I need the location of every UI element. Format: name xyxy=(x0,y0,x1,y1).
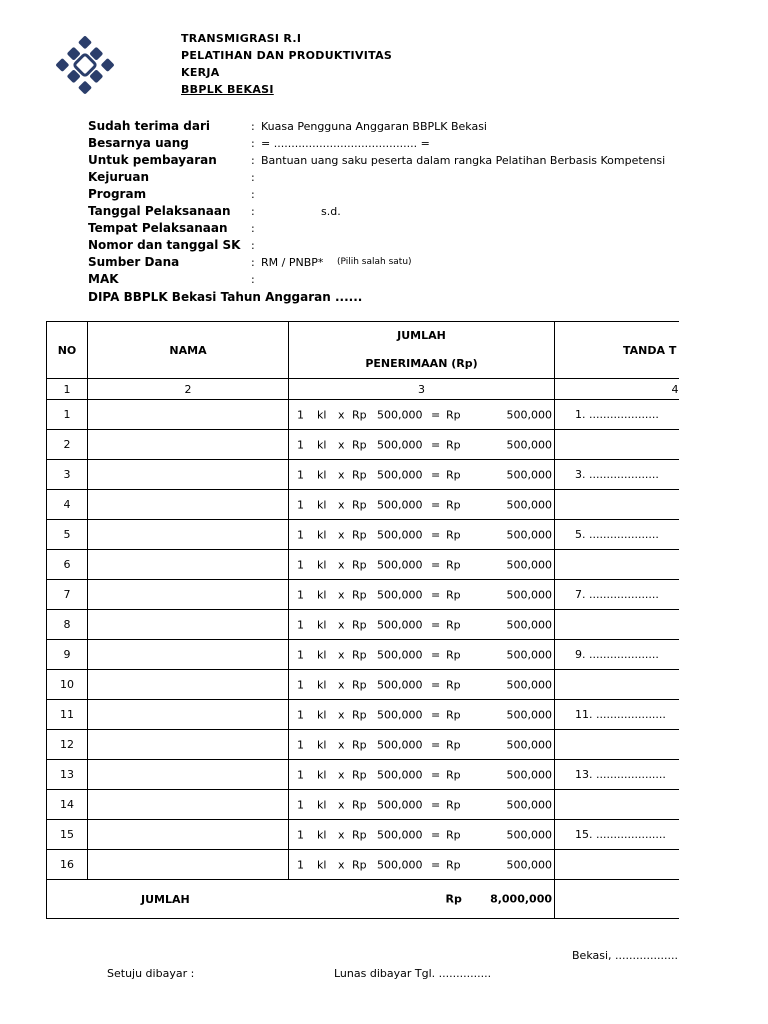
row-no: 6 xyxy=(47,550,88,580)
calc-amount: 500,000 xyxy=(506,618,552,631)
table-row xyxy=(47,520,679,550)
field-value: s.d. xyxy=(321,205,341,218)
row-ttd xyxy=(555,670,679,700)
page-crop xyxy=(680,300,768,1024)
row-no: 16 xyxy=(47,850,88,880)
calc-qty: 1 xyxy=(297,438,304,451)
row-jumlah xyxy=(289,760,555,790)
col-jumlah-header xyxy=(289,322,555,379)
calc-unit: kl xyxy=(317,678,327,691)
row-nama xyxy=(88,550,289,580)
calc-rate: 500,000 xyxy=(377,558,423,571)
row-ttd: 3. .................... xyxy=(555,460,679,490)
calc-rp2: Rp xyxy=(446,858,461,871)
total-amount: 8,000,000 xyxy=(490,892,552,906)
calc-unit: kl xyxy=(317,588,327,601)
calc-eq: = xyxy=(431,768,441,781)
calc-eq: = xyxy=(431,468,441,481)
calc-unit: kl xyxy=(317,558,327,571)
calc-amount: 500,000 xyxy=(506,858,552,871)
calc-rp: Rp xyxy=(352,798,367,811)
calc-amount: 500,000 xyxy=(506,708,552,721)
calc-x: x xyxy=(338,558,345,571)
row-ttd: 5. .................... xyxy=(555,520,679,550)
row-nama xyxy=(88,670,289,700)
calc-rp: Rp xyxy=(352,768,367,781)
calc-rate: 500,000 xyxy=(377,408,423,421)
calc-amount: 500,000 xyxy=(506,408,552,421)
calc-rp: Rp xyxy=(352,558,367,571)
row-jumlah xyxy=(289,790,555,820)
calc-rp: Rp xyxy=(352,678,367,691)
field-label: Tanggal Pelaksanaan xyxy=(88,204,231,218)
calc-qty: 1 xyxy=(297,618,304,631)
sumber-note: (Pilih salah satu) xyxy=(337,257,412,267)
field-colon: : xyxy=(251,137,255,150)
calc-qty: 1 xyxy=(297,588,304,601)
row-ttd xyxy=(555,850,679,880)
row-nama xyxy=(88,460,289,490)
field-colon: : xyxy=(251,154,255,167)
calc-qty: 1 xyxy=(297,558,304,571)
calc-amount: 500,000 xyxy=(506,468,552,481)
calc-rp2: Rp xyxy=(446,528,461,541)
calc-rate: 500,000 xyxy=(377,678,423,691)
calc-x: x xyxy=(338,468,345,481)
table-row xyxy=(47,640,679,670)
calc-eq: = xyxy=(431,858,441,871)
calc-qty: 1 xyxy=(297,498,304,511)
row-jumlah xyxy=(289,400,555,430)
row-no: 7 xyxy=(47,580,88,610)
calc-rp2: Rp xyxy=(446,738,461,751)
row-ttd: 9. .................... xyxy=(555,640,679,670)
calc-rp: Rp xyxy=(352,498,367,511)
calc-x: x xyxy=(338,618,345,631)
calc-unit: kl xyxy=(317,618,327,631)
calc-rp2: Rp xyxy=(446,558,461,571)
approve-label: Setuju dibayar : xyxy=(107,967,195,980)
calc-eq: = xyxy=(431,648,441,661)
field-value: Kuasa Pengguna Anggaran BBPLK Bekasi xyxy=(261,120,487,133)
calc-x: x xyxy=(338,768,345,781)
index-cell: 2 xyxy=(88,379,289,400)
calc-x: x xyxy=(338,708,345,721)
calc-rate: 500,000 xyxy=(377,588,423,601)
row-ttd xyxy=(555,550,679,580)
row-jumlah xyxy=(289,700,555,730)
calc-rp2: Rp xyxy=(446,588,461,601)
calc-amount: 500,000 xyxy=(506,768,552,781)
calc-eq: = xyxy=(431,588,441,601)
calc-x: x xyxy=(338,648,345,661)
table-row xyxy=(47,790,679,820)
row-no: 13 xyxy=(47,760,88,790)
calc-rate: 500,000 xyxy=(377,798,423,811)
field-colon: : xyxy=(251,188,255,201)
calc-qty: 1 xyxy=(297,798,304,811)
row-jumlah xyxy=(289,430,555,460)
calc-rp2: Rp xyxy=(446,798,461,811)
field-label: MAK xyxy=(88,272,119,286)
calc-qty: 1 xyxy=(297,768,304,781)
row-no: 12 xyxy=(47,730,88,760)
calc-rp: Rp xyxy=(352,528,367,541)
row-no: 10 xyxy=(47,670,88,700)
calc-eq: = xyxy=(431,708,441,721)
header-line-4: BBPLK BEKASI xyxy=(181,83,274,96)
row-jumlah xyxy=(289,640,555,670)
index-cell: 4 xyxy=(555,379,679,400)
calc-rate: 500,000 xyxy=(377,618,423,631)
row-nama xyxy=(88,700,289,730)
row-no: 2 xyxy=(47,430,88,460)
table-row xyxy=(47,490,679,520)
col-no-header: NO xyxy=(47,322,88,379)
col-nama-header: NAMA xyxy=(88,322,289,379)
calc-x: x xyxy=(338,498,345,511)
calc-amount: 500,000 xyxy=(506,678,552,691)
row-ttd xyxy=(555,430,679,460)
calc-unit: kl xyxy=(317,648,327,661)
calc-eq: = xyxy=(431,528,441,541)
index-cell: 1 xyxy=(47,379,88,400)
col-jumlah-header-1: JUMLAH xyxy=(397,329,446,342)
calc-x: x xyxy=(338,678,345,691)
paid-label: Lunas dibayar Tgl. ............... xyxy=(334,967,492,980)
calc-qty: 1 xyxy=(297,858,304,871)
row-nama xyxy=(88,580,289,610)
row-no: 11 xyxy=(47,700,88,730)
row-nama xyxy=(88,820,289,850)
table-row xyxy=(47,550,679,580)
calc-qty: 1 xyxy=(297,648,304,661)
total-ttd xyxy=(555,880,679,919)
calc-unit: kl xyxy=(317,498,327,511)
calc-eq: = xyxy=(431,738,441,751)
calc-eq: = xyxy=(431,828,441,841)
calc-rp: Rp xyxy=(352,618,367,631)
calc-rate: 500,000 xyxy=(377,498,423,511)
row-no: 5 xyxy=(47,520,88,550)
row-nama xyxy=(88,790,289,820)
row-no: 14 xyxy=(47,790,88,820)
table-row xyxy=(47,610,679,640)
calc-amount: 500,000 xyxy=(506,798,552,811)
calc-eq: = xyxy=(431,618,441,631)
row-ttd xyxy=(555,610,679,640)
calc-amount: 500,000 xyxy=(506,498,552,511)
calc-rate: 500,000 xyxy=(377,738,423,751)
calc-rate: 500,000 xyxy=(377,438,423,451)
row-no: 9 xyxy=(47,640,88,670)
row-ttd: 13. .................... xyxy=(555,760,679,790)
calc-x: x xyxy=(338,588,345,601)
calc-rp: Rp xyxy=(352,588,367,601)
calc-unit: kl xyxy=(317,468,327,481)
row-no: 1 xyxy=(47,400,88,430)
calc-amount: 500,000 xyxy=(506,828,552,841)
calc-rp: Rp xyxy=(352,468,367,481)
calc-rp2: Rp xyxy=(446,708,461,721)
row-no: 4 xyxy=(47,490,88,520)
col-jumlah-header-2: PENERIMAAN (Rp) xyxy=(365,357,478,370)
row-nama xyxy=(88,730,289,760)
row-no: 15 xyxy=(47,820,88,850)
calc-unit: kl xyxy=(317,408,327,421)
row-nama xyxy=(88,850,289,880)
calc-rp2: Rp xyxy=(446,828,461,841)
field-label: Nomor dan tanggal SK xyxy=(88,238,241,252)
row-jumlah xyxy=(289,820,555,850)
calc-eq: = xyxy=(431,498,441,511)
calc-unit: kl xyxy=(317,858,327,871)
row-jumlah xyxy=(289,580,555,610)
calc-rate: 500,000 xyxy=(377,528,423,541)
field-colon: : xyxy=(251,239,255,252)
calc-rate: 500,000 xyxy=(377,648,423,661)
field-label: Kejuruan xyxy=(88,170,149,184)
field-value: RM / PNBP* xyxy=(261,256,324,269)
calc-qty: 1 xyxy=(297,528,304,541)
calc-rate: 500,000 xyxy=(377,468,423,481)
table-row xyxy=(47,430,679,460)
calc-rp: Rp xyxy=(352,708,367,721)
row-nama xyxy=(88,520,289,550)
field-colon: : xyxy=(251,171,255,184)
field-value: = ......................................... = xyxy=(261,137,430,150)
row-jumlah xyxy=(289,730,555,760)
calc-eq: = xyxy=(431,798,441,811)
field-value: Bantuan uang saku peserta dalam rangka Pelatihan Berbasis Kompetensi xyxy=(261,154,666,167)
calc-rp: Rp xyxy=(352,408,367,421)
calc-rp2: Rp xyxy=(446,648,461,661)
field-label: Tempat Pelaksanaan xyxy=(88,221,228,235)
row-nama xyxy=(88,760,289,790)
field-label: Untuk pembayaran xyxy=(88,153,217,167)
field-label: Sumber Dana xyxy=(88,255,180,269)
calc-rp2: Rp xyxy=(446,678,461,691)
calc-unit: kl xyxy=(317,798,327,811)
calc-x: x xyxy=(338,828,345,841)
row-ttd xyxy=(555,730,679,760)
field-label: Program xyxy=(88,187,147,201)
field-colon: : xyxy=(251,205,255,218)
field-colon: : xyxy=(251,120,255,133)
table-row xyxy=(47,580,679,610)
calc-rp: Rp xyxy=(352,438,367,451)
row-jumlah xyxy=(289,850,555,880)
calc-rate: 500,000 xyxy=(377,768,423,781)
calc-rate: 500,000 xyxy=(377,708,423,721)
row-no: 3 xyxy=(47,460,88,490)
table-row xyxy=(47,670,679,700)
field-label: Besarnya uang xyxy=(88,136,189,150)
kemnaker-logo xyxy=(56,36,114,94)
row-ttd: 1. .................... xyxy=(555,400,679,430)
calc-qty: 1 xyxy=(297,708,304,721)
calc-rp2: Rp xyxy=(446,498,461,511)
calc-amount: 500,000 xyxy=(506,528,552,541)
calc-rp2: Rp xyxy=(446,408,461,421)
row-ttd: 11. .................... xyxy=(555,700,679,730)
calc-amount: 500,000 xyxy=(506,648,552,661)
row-jumlah xyxy=(289,520,555,550)
row-no: 8 xyxy=(47,610,88,640)
row-nama xyxy=(88,400,289,430)
calc-x: x xyxy=(338,528,345,541)
table-row xyxy=(47,820,679,850)
field-label: Sudah terima dari xyxy=(88,119,210,133)
calc-x: x xyxy=(338,408,345,421)
calc-qty: 1 xyxy=(297,468,304,481)
calc-x: x xyxy=(338,738,345,751)
field-colon: : xyxy=(251,273,255,286)
calc-rp2: Rp xyxy=(446,438,461,451)
calc-unit: kl xyxy=(317,708,327,721)
header-line-2: PELATIHAN DAN PRODUKTIVITAS xyxy=(181,49,393,62)
calc-qty: 1 xyxy=(297,828,304,841)
table-row xyxy=(47,850,679,880)
row-jumlah xyxy=(289,490,555,520)
calc-rp: Rp xyxy=(352,828,367,841)
header-line-3: KERJA xyxy=(181,66,220,79)
col-ttd-header: TANDA T xyxy=(555,322,679,379)
calc-eq: = xyxy=(431,408,441,421)
total-jumlah xyxy=(289,880,555,919)
calc-x: x xyxy=(338,858,345,871)
calc-eq: = xyxy=(431,438,441,451)
row-ttd: 15. .................... xyxy=(555,820,679,850)
calc-qty: 1 xyxy=(297,678,304,691)
total-label: JUMLAH xyxy=(47,880,289,919)
calc-rate: 500,000 xyxy=(377,858,423,871)
table-header-row xyxy=(47,322,679,379)
calc-unit: kl xyxy=(317,528,327,541)
calc-x: x xyxy=(338,438,345,451)
calc-amount: 500,000 xyxy=(506,438,552,451)
calc-eq: = xyxy=(431,558,441,571)
table-row xyxy=(47,730,679,760)
field-colon: : xyxy=(251,256,255,269)
header-line-1: TRANSMIGRASI R.I xyxy=(181,32,302,45)
place-date: Bekasi, .................. xyxy=(572,949,678,962)
calc-unit: kl xyxy=(317,828,327,841)
row-nama xyxy=(88,610,289,640)
calc-rate: 500,000 xyxy=(377,828,423,841)
payment-table xyxy=(46,321,679,919)
calc-amount: 500,000 xyxy=(506,738,552,751)
row-ttd xyxy=(555,490,679,520)
calc-rp2: Rp xyxy=(446,768,461,781)
row-nama xyxy=(88,640,289,670)
table-row xyxy=(47,700,679,730)
calc-amount: 500,000 xyxy=(506,588,552,601)
calc-unit: kl xyxy=(317,738,327,751)
calc-rp: Rp xyxy=(352,858,367,871)
index-cell: 3 xyxy=(289,379,555,400)
dipa-line: DIPA BBPLK Bekasi Tahun Anggaran ...... xyxy=(88,290,363,304)
row-ttd xyxy=(555,790,679,820)
row-jumlah xyxy=(289,460,555,490)
row-ttd: 7. .................... xyxy=(555,580,679,610)
row-nama xyxy=(88,490,289,520)
row-jumlah xyxy=(289,670,555,700)
total-row xyxy=(47,880,679,919)
calc-qty: 1 xyxy=(297,738,304,751)
calc-eq: = xyxy=(431,678,441,691)
table-index-row xyxy=(47,379,679,400)
calc-unit: kl xyxy=(317,438,327,451)
total-rp: Rp xyxy=(445,892,462,906)
row-nama xyxy=(88,430,289,460)
row-jumlah xyxy=(289,550,555,580)
table-row xyxy=(47,400,679,430)
calc-unit: kl xyxy=(317,768,327,781)
calc-x: x xyxy=(338,798,345,811)
calc-qty: 1 xyxy=(297,408,304,421)
row-jumlah xyxy=(289,610,555,640)
calc-rp: Rp xyxy=(352,648,367,661)
calc-rp2: Rp xyxy=(446,468,461,481)
calc-amount: 500,000 xyxy=(506,558,552,571)
table-row xyxy=(47,760,679,790)
calc-rp2: Rp xyxy=(446,618,461,631)
table-row xyxy=(47,460,679,490)
field-colon: : xyxy=(251,222,255,235)
calc-rp: Rp xyxy=(352,738,367,751)
